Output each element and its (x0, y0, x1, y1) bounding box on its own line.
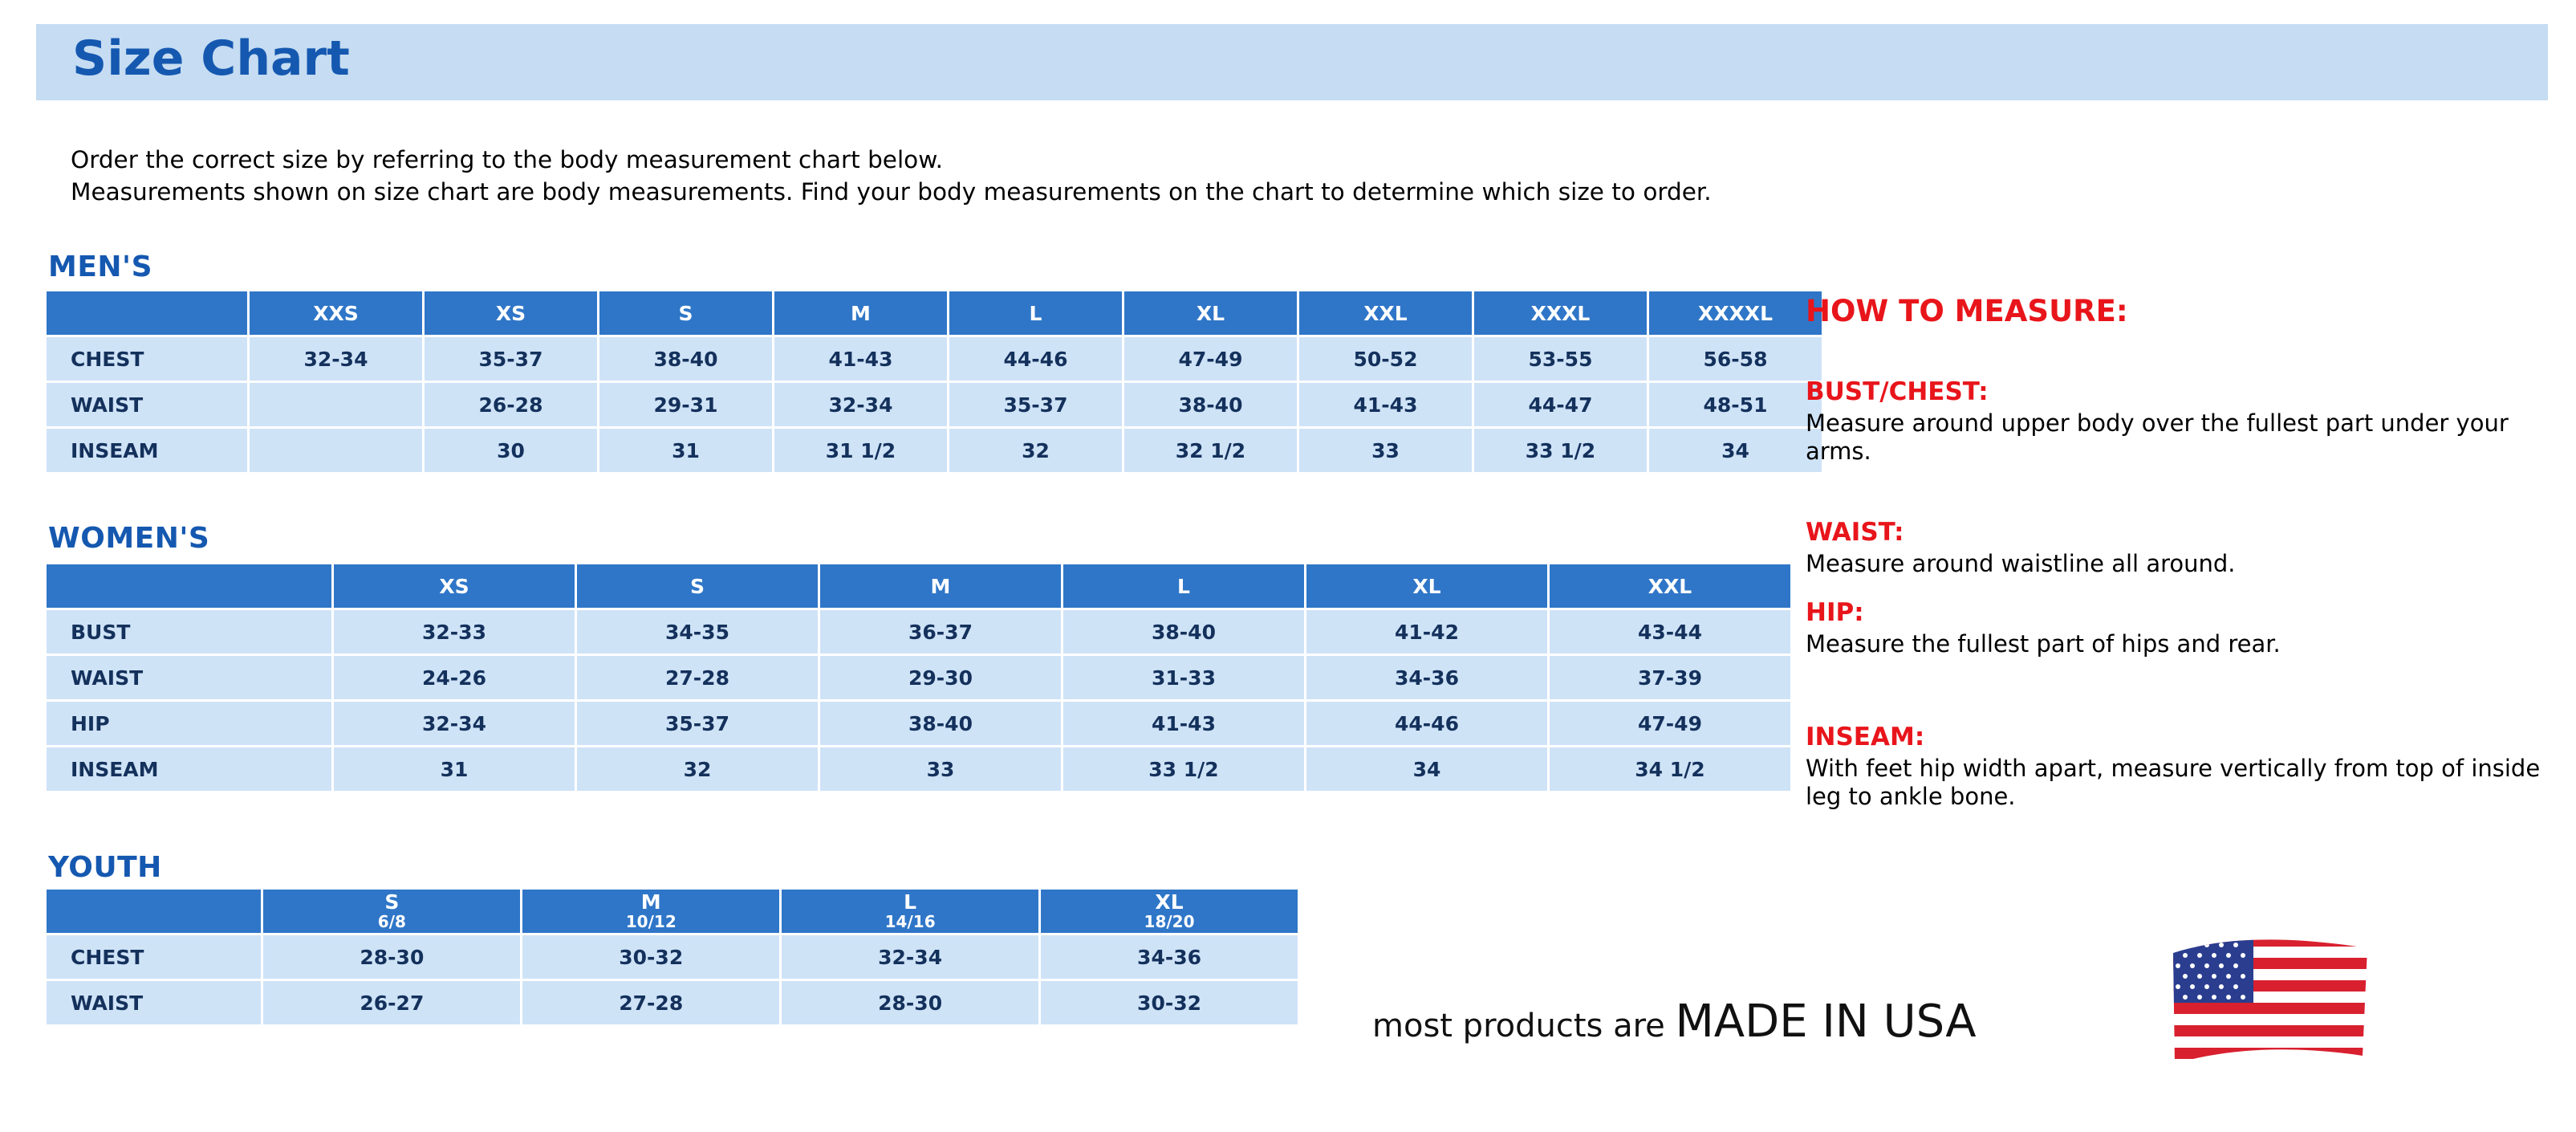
cell: 30-32 (522, 935, 779, 979)
measure-label: WAIST: (1806, 518, 1904, 547)
cell: 28-30 (263, 935, 520, 979)
cell: 38-40 (820, 702, 1061, 745)
header-band (36, 24, 2548, 100)
cell: 26-27 (263, 981, 520, 1024)
intro-line-1: Order the correct size by referring to the body measurement chart below. (71, 146, 943, 173)
cell: 32-34 (774, 383, 947, 426)
cell: 35-37 (425, 337, 597, 381)
cell: 38-40 (1124, 383, 1297, 426)
cell: 29-30 (820, 656, 1061, 699)
cell: 44-46 (1306, 702, 1547, 745)
cell: 44-47 (1474, 383, 1647, 426)
cell: 38-40 (599, 337, 772, 381)
column-header: XS (425, 291, 597, 335)
cell: 33 1/2 (1474, 429, 1647, 472)
cell: 34-36 (1306, 656, 1547, 699)
cell: 29-31 (599, 383, 772, 426)
made-emphasis: MADE IN USA (1675, 996, 1977, 1048)
intro-line-2: Measurements shown on size chart are body measurements. Find your body measurements on the chart to determine which size to order. (71, 177, 1712, 206)
how-to-measure-heading: HOW TO MEASURE: (1806, 294, 2128, 328)
measure-label: INSEAM: (1806, 723, 1925, 751)
cell: 31 1/2 (774, 429, 947, 472)
column-header: XS (334, 564, 575, 608)
measure-item-bust-chest (1806, 377, 2552, 466)
page-title: Size Chart (72, 31, 350, 87)
column-header (782, 890, 1038, 933)
table-header-row (47, 291, 1822, 335)
cell: 56-58 (1649, 337, 1822, 381)
measure-item-hip (1806, 598, 2552, 658)
womens-size-table (44, 562, 1793, 793)
row-label: CHEST (47, 935, 261, 979)
column-header: XXL (1299, 291, 1472, 335)
cell: 32 (577, 747, 818, 791)
row-label: CHEST (47, 337, 247, 381)
cell: 34 (1649, 429, 1822, 472)
cell: 30-32 (1041, 981, 1298, 1024)
measure-text: Measure around upper body over the fullest part under your arms. (1806, 409, 2509, 466)
row-label: WAIST (47, 656, 331, 699)
made-prefix: most products are (1372, 1008, 1676, 1044)
mens-size-table (44, 289, 1824, 474)
row-label: WAIST (47, 981, 261, 1024)
column-header (522, 890, 779, 933)
measure-item-waist (1806, 518, 2552, 578)
column-header (263, 890, 520, 933)
column-header-sub: 6/8 (377, 911, 406, 931)
table-row (47, 656, 1790, 699)
table-row (47, 981, 1298, 1024)
cell: 33 (1299, 429, 1472, 472)
cell: 27-28 (577, 656, 818, 699)
youth-size-table (44, 887, 1300, 1027)
cell: 43-44 (1550, 610, 1790, 654)
cell: 53-55 (1474, 337, 1647, 381)
cell-empty (250, 429, 422, 472)
table-row (47, 747, 1790, 791)
cell: 33 (820, 747, 1061, 791)
cell: 38-40 (1063, 610, 1304, 654)
column-header: M (774, 291, 947, 335)
cell: 35-37 (577, 702, 818, 745)
cell: 32-34 (782, 935, 1038, 979)
cell: 32-33 (334, 610, 575, 654)
cell-empty (250, 383, 422, 426)
cell: 26-28 (425, 383, 597, 426)
table-row (47, 337, 1822, 381)
table-corner-cell (47, 890, 261, 933)
cell: 37-39 (1550, 656, 1790, 699)
column-header: XXS (250, 291, 422, 335)
cell: 34-35 (577, 610, 818, 654)
row-label: INSEAM (47, 747, 331, 791)
column-header: XXXL (1474, 291, 1647, 335)
cell: 44-46 (949, 337, 1122, 381)
intro-text (71, 145, 2502, 208)
cell: 31 (334, 747, 575, 791)
column-header (1041, 890, 1298, 933)
measure-text: With feet hip width apart, measure vertically from top of inside leg to ankle bone. (1806, 755, 2541, 811)
column-header: L (949, 291, 1122, 335)
column-header: XXL (1550, 564, 1790, 608)
table-header-row (47, 564, 1790, 608)
cell: 32 (949, 429, 1122, 472)
column-header: S (577, 564, 818, 608)
cell: 24-26 (334, 656, 575, 699)
cell: 41-43 (1299, 383, 1472, 426)
usa-flag-icon (2167, 935, 2375, 1080)
table-corner-cell (47, 291, 247, 335)
cell: 47-49 (1550, 702, 1790, 745)
row-label: WAIST (47, 383, 247, 426)
cell: 32-34 (250, 337, 422, 381)
cell: 27-28 (522, 981, 779, 1024)
cell: 32 1/2 (1124, 429, 1297, 472)
measure-label: HIP: (1806, 598, 1864, 627)
column-header: M (820, 564, 1061, 608)
cell: 35-37 (949, 383, 1122, 426)
section-title-mens: MEN'S (48, 250, 152, 283)
table-header-row (47, 890, 1298, 933)
column-header: XL (1124, 291, 1297, 335)
cell: 34-36 (1041, 935, 1298, 979)
measure-item-inseam (1806, 723, 2552, 812)
measure-text: Measure around waistline all around. (1806, 550, 2236, 577)
column-header: S (599, 291, 772, 335)
cell: 32-34 (334, 702, 575, 745)
column-header-sub: 14/16 (884, 911, 936, 931)
row-label: HIP (47, 702, 331, 745)
cell: 48-51 (1649, 383, 1822, 426)
cell: 41-43 (1063, 702, 1304, 745)
cell: 28-30 (782, 981, 1038, 1024)
column-header: XL (1306, 564, 1547, 608)
row-label: INSEAM (47, 429, 247, 472)
cell: 47-49 (1124, 337, 1297, 381)
table-row (47, 610, 1790, 654)
column-header-sub: 18/20 (1144, 911, 1195, 931)
cell: 34 (1306, 747, 1547, 791)
cell: 50-52 (1299, 337, 1472, 381)
table-row (47, 383, 1822, 426)
cell: 41-43 (774, 337, 947, 381)
column-header: XXXXL (1649, 291, 1822, 335)
cell: 33 1/2 (1063, 747, 1304, 791)
column-header-main: L (904, 890, 917, 914)
table-corner-cell (47, 564, 331, 608)
column-header-main: M (640, 890, 661, 914)
cell: 34 1/2 (1550, 747, 1790, 791)
cell: 30 (425, 429, 597, 472)
table-row (47, 429, 1822, 472)
column-header: L (1063, 564, 1304, 608)
column-header-sub: 10/12 (625, 911, 677, 931)
cell: 41-42 (1306, 610, 1547, 654)
section-title-youth: YOUTH (48, 851, 162, 884)
column-header-main: S (384, 890, 400, 914)
table-row (47, 702, 1790, 745)
row-label: BUST (47, 610, 331, 654)
cell: 31-33 (1063, 656, 1304, 699)
column-header-main: XL (1155, 890, 1184, 914)
measure-label: BUST/CHEST: (1806, 377, 1989, 406)
cell: 36-37 (820, 610, 1061, 654)
measure-text: Measure the fullest part of hips and rear. (1806, 630, 2281, 658)
made-in-usa-text (1372, 996, 1977, 1048)
table-row (47, 935, 1298, 979)
cell: 31 (599, 429, 772, 472)
section-title-womens: WOMEN'S (48, 522, 210, 555)
